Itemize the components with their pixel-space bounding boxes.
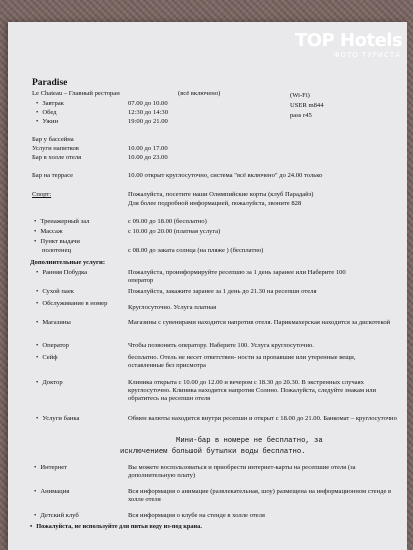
- extra-operator: • Оператор: [36, 342, 69, 350]
- extra-safe-text: бесплатно. Отель не несет ответствен- ности за пропавшие или утеренные вещи, оставленные без присмотра: [128, 354, 356, 369]
- hotel-title: Paradise: [32, 78, 68, 88]
- bottom-animation: • Анимация: [34, 488, 69, 496]
- facility-towels-cont: полотенец: [42, 247, 72, 254]
- extra-operator-text: Чтобы позвонить оператору. Наберите 100. Услуга круглосуточно.: [128, 342, 314, 349]
- restaurant-all-inclusive: (всё включено): [178, 90, 221, 97]
- bar-terrace-text: 10.00 открыт круглосуточно, система "всё включено" до 24.00 только: [128, 172, 323, 179]
- extra-room-service: • Обслуживание в номер: [36, 300, 116, 308]
- bottom-animation-text: Вся информация о анимацие (развлекательная, шоу) размещена на информационном стенде в холле отеля: [128, 488, 392, 503]
- bottom-internet: • Интернет: [34, 464, 67, 472]
- meal-breakfast: • Завтрак: [36, 100, 64, 108]
- bar-lobby: Бар в холле отеля: [32, 154, 82, 161]
- extra-safe: • Сейф: [36, 354, 58, 362]
- minibar-line-1: Мини-бар в номере не бесплатно, за: [176, 437, 323, 445]
- bottom-kids-club-text: Вся информация о клубе на стенде в холле отеля: [128, 512, 265, 519]
- extra-wakeup-text: Пожалуйста, проинформируйте ресепшю за 1 день заранее или Наберите 100 оператор: [128, 269, 346, 284]
- info-sheet: [8, 22, 407, 550]
- meal-breakfast-time: 07.00 до 10.00: [128, 100, 168, 107]
- tap-water-warning: • Пожалуйста, не используйте для питья воду из-под крана.: [30, 523, 202, 531]
- tophotels-watermark: [295, 30, 405, 84]
- watermark-tagline: ФОТО ТУРИСТА: [333, 51, 401, 59]
- watermark-brand: TOP Hotels: [295, 30, 403, 51]
- facility-gym-text: с 09.00 до 18.00 (бесплатно): [128, 218, 207, 225]
- meal-dinner-time: 19:00 до 21.00: [128, 118, 168, 125]
- facility-massage-text: с 10.00 до 20.00 (платная услуга): [128, 228, 221, 235]
- extra-shops-text: Магазины с сувенирами находится напротив отеля. Парикмахерская находится за дискотекой: [128, 319, 391, 326]
- meal-lunch-time: 12:30 до 14:30: [128, 109, 168, 116]
- restaurant-name: Le Chateau – Главный ресторан: [32, 90, 120, 97]
- extra-doctor: • Доктор: [36, 379, 63, 387]
- extra-bank-text: Обмен валюты находится внутри ресепшн и открыт с 18.00 до 21.00. Банкомат – круглосуточно: [128, 415, 397, 422]
- bar-pool: Бар у бассейна: [32, 136, 74, 143]
- facility-towels-text: с 08.00 до заката солнца (на пляже ) (бесплатно): [128, 247, 264, 254]
- extra-wakeup: • Ранняя Побудка: [36, 269, 87, 277]
- bottom-kids-club: • Детский клуб: [34, 512, 79, 520]
- facility-massage: • Массаж: [34, 228, 63, 236]
- bar-drinks: Услуги напитков: [32, 145, 79, 152]
- sport-line-2: Для более подробной информацией, пожалуйста, звоните 828: [128, 200, 302, 207]
- facility-gym: • Тренажерный зал: [34, 218, 89, 226]
- facility-towels: • Пункт выдачи: [34, 238, 80, 246]
- bottom-internet-text: Вы можете воспользоваться и приобрести интернет-карты на ресепшие отеля (за дополнительную плату): [128, 464, 356, 479]
- meal-lunch: • Обед: [36, 109, 57, 117]
- extra-packed-lunch: • Сухой паек: [36, 288, 74, 296]
- minibar-line-2: исключением большой бутылки воды бесплатно.: [120, 448, 306, 456]
- bar-lobby-time: 10.00 до 23.00: [128, 154, 168, 161]
- extra-shops: • Магазины: [36, 319, 71, 327]
- extras-header: Дополнительные услуги:: [30, 259, 106, 266]
- bar-drinks-time: 10.00 до 17.00: [128, 145, 168, 152]
- extra-room-service-text: Круглосуточно. Услуга платная: [128, 304, 217, 311]
- wifi-label: (Wi-Fi): [290, 92, 310, 99]
- meal-dinner: • Ужин: [36, 118, 58, 126]
- extra-bank: • Услуги банка: [36, 415, 79, 423]
- wifi-user: USER m844: [290, 102, 324, 109]
- bar-terrace: Бар на террасе: [32, 172, 74, 179]
- extra-doctor-text: Клиника открыта с 10.00 до 12.00 и вечером с 18.30 до 20.30. В экстренных случаях круглосуточно. Клиника находится напротив Солнно. Пожалуйста, следуйте знакам или обратитесь на ресепшн отеля: [128, 379, 377, 402]
- wifi-pass: pass r45: [290, 112, 312, 119]
- sport-label: Спорт:: [32, 191, 52, 198]
- sport-line-1: Пожалуйста, посетите наши Олимпийские корты (клуб Парадайз): [128, 191, 314, 198]
- extra-packed-lunch-text: Пожалуйста, закажите заранее за 1 день до 21.30 на ресепшн отеля: [128, 288, 317, 295]
